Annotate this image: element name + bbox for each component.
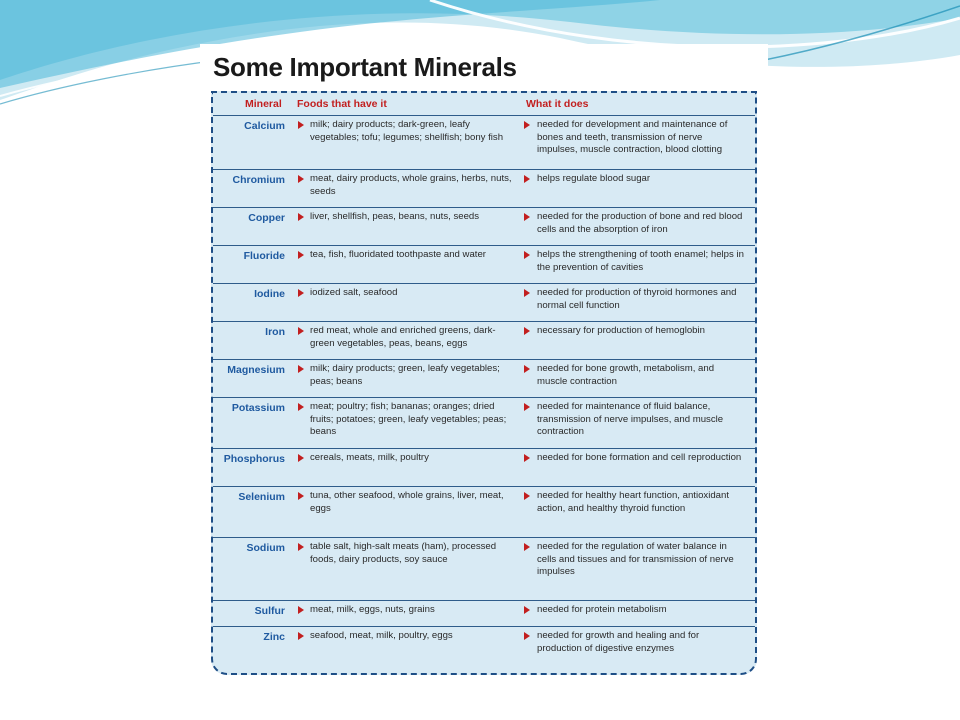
mineral-name: Magnesium — [227, 364, 285, 376]
function-cell: needed for production of thyroid hormones and normal cell function — [537, 287, 737, 311]
foods-cell: milk; dairy products; green, leafy vegetables; peas; beans — [310, 363, 500, 387]
red-triangle-bullet-icon — [524, 454, 530, 462]
foods-cell: meat, milk, eggs, nuts, grains — [310, 604, 435, 615]
function-cell: needed for bone formation and cell reproduction — [537, 452, 742, 463]
mineral-name: Potassium — [231, 402, 285, 414]
table-row-sulfur — [213, 600, 755, 627]
table-row-potassium — [213, 397, 755, 449]
function-cell: helps the strengthening of tooth enamel; helps in the prevention of cavities — [537, 249, 744, 273]
table-row-fluoride — [213, 245, 755, 284]
function-cell: helps regulate blood sugar — [537, 173, 651, 184]
red-triangle-bullet-icon — [298, 289, 304, 297]
table-row-iron — [213, 321, 755, 360]
function-cell: needed for the production of bone and red blood cells and the absorption of iron — [537, 211, 743, 235]
red-triangle-bullet-icon — [298, 454, 304, 462]
red-triangle-bullet-icon — [524, 251, 530, 259]
foods-cell: seafood, meat, milk, poultry, eggs — [310, 630, 453, 641]
red-triangle-bullet-icon — [298, 365, 304, 373]
table-row-chromium — [213, 169, 755, 208]
foods-cell: milk; dairy products; dark-green, leafy vegetables; tofu; legumes; shellfish; bony fish — [310, 119, 504, 143]
red-triangle-bullet-icon — [524, 121, 530, 129]
red-triangle-bullet-icon — [298, 606, 304, 614]
function-cell: needed for maintenance of fluid balance, transmission of nerve impulses, and muscle contraction — [537, 401, 724, 438]
column-header-what: What it does — [526, 98, 589, 110]
table-row-copper — [213, 207, 755, 246]
table-row-iodine — [213, 283, 755, 322]
foods-cell: cereals, meats, milk, poultry — [310, 452, 429, 463]
function-cell: necessary for production of hemoglobin — [537, 325, 705, 336]
mineral-name: Phosphorus — [223, 453, 285, 465]
mineral-name: Calcium — [244, 120, 285, 132]
red-triangle-bullet-icon — [524, 175, 530, 183]
red-triangle-bullet-icon — [524, 213, 530, 221]
foods-cell: table salt, high-salt meats (ham), processed foods, dairy products, soy sauce — [310, 541, 497, 565]
column-header-foods: Foods that have it — [297, 98, 387, 110]
mineral-name: Fluoride — [243, 250, 285, 262]
red-triangle-bullet-icon — [298, 213, 304, 221]
mineral-name: Selenium — [238, 491, 285, 503]
red-triangle-bullet-icon — [524, 632, 530, 640]
table-row-calcium — [213, 115, 755, 170]
foods-cell: liver, shellfish, peas, beans, nuts, seeds — [310, 211, 480, 222]
table-row-phosphorus — [213, 448, 755, 487]
mineral-name: Iodine — [254, 288, 285, 300]
red-triangle-bullet-icon — [298, 121, 304, 129]
red-triangle-bullet-icon — [298, 632, 304, 640]
red-triangle-bullet-icon — [524, 403, 530, 411]
red-triangle-bullet-icon — [524, 289, 530, 297]
table-row-magnesium — [213, 359, 755, 398]
function-cell: needed for bone growth, metabolism, and muscle contraction — [537, 363, 715, 387]
red-triangle-bullet-icon — [524, 327, 530, 335]
foods-cell: meat; poultry; fish; bananas; oranges; dried fruits; potatoes; green, leafy vegetables; peas; beans — [310, 401, 507, 438]
function-cell: needed for protein metabolism — [537, 604, 667, 615]
function-cell: needed for development and maintenance of bones and teeth, transmission of nerve impulses, muscle contraction, blood clotting — [537, 119, 728, 156]
mineral-name: Chromium — [232, 174, 285, 186]
function-cell: needed for healthy heart function, antioxidant action, and healthy thyroid function — [537, 490, 730, 514]
red-triangle-bullet-icon — [298, 403, 304, 411]
page-title: Some Important Minerals — [213, 52, 517, 82]
foods-cell: iodized salt, seafood — [310, 287, 398, 298]
red-triangle-bullet-icon — [524, 492, 530, 500]
foods-cell: red meat, whole and enriched greens, dark-green vegetables, peas, beans, eggs — [310, 325, 496, 349]
table-row-selenium — [213, 486, 755, 538]
column-header-mineral: Mineral — [245, 98, 282, 110]
red-triangle-bullet-icon — [298, 492, 304, 500]
red-triangle-bullet-icon — [298, 251, 304, 259]
red-triangle-bullet-icon — [524, 606, 530, 614]
foods-cell: tea, fish, fluoridated toothpaste and water — [310, 249, 486, 260]
red-triangle-bullet-icon — [524, 365, 530, 373]
red-triangle-bullet-icon — [298, 543, 304, 551]
function-cell: needed for the regulation of water balance in cells and tissues and for transmission of nerve impulses — [537, 541, 734, 578]
function-cell: needed for growth and healing and for production of digestive enzymes — [537, 630, 700, 654]
mineral-name: Sulfur — [254, 605, 285, 617]
table-row-zinc — [213, 626, 755, 673]
table-row-sodium — [213, 537, 755, 601]
foods-cell: tuna, other seafood, whole grains, liver, meat, eggs — [310, 490, 504, 514]
minerals-table — [211, 91, 757, 675]
red-triangle-bullet-icon — [524, 543, 530, 551]
foods-cell: meat, dairy products, whole grains, herbs, nuts, seeds — [310, 173, 512, 197]
mineral-name: Copper — [248, 212, 285, 224]
mineral-name: Zinc — [263, 631, 285, 643]
table-header — [213, 93, 755, 115]
red-triangle-bullet-icon — [298, 327, 304, 335]
red-triangle-bullet-icon — [298, 175, 304, 183]
mineral-name: Iron — [265, 326, 285, 338]
mineral-name: Sodium — [246, 542, 285, 554]
minerals-panel — [200, 44, 768, 688]
